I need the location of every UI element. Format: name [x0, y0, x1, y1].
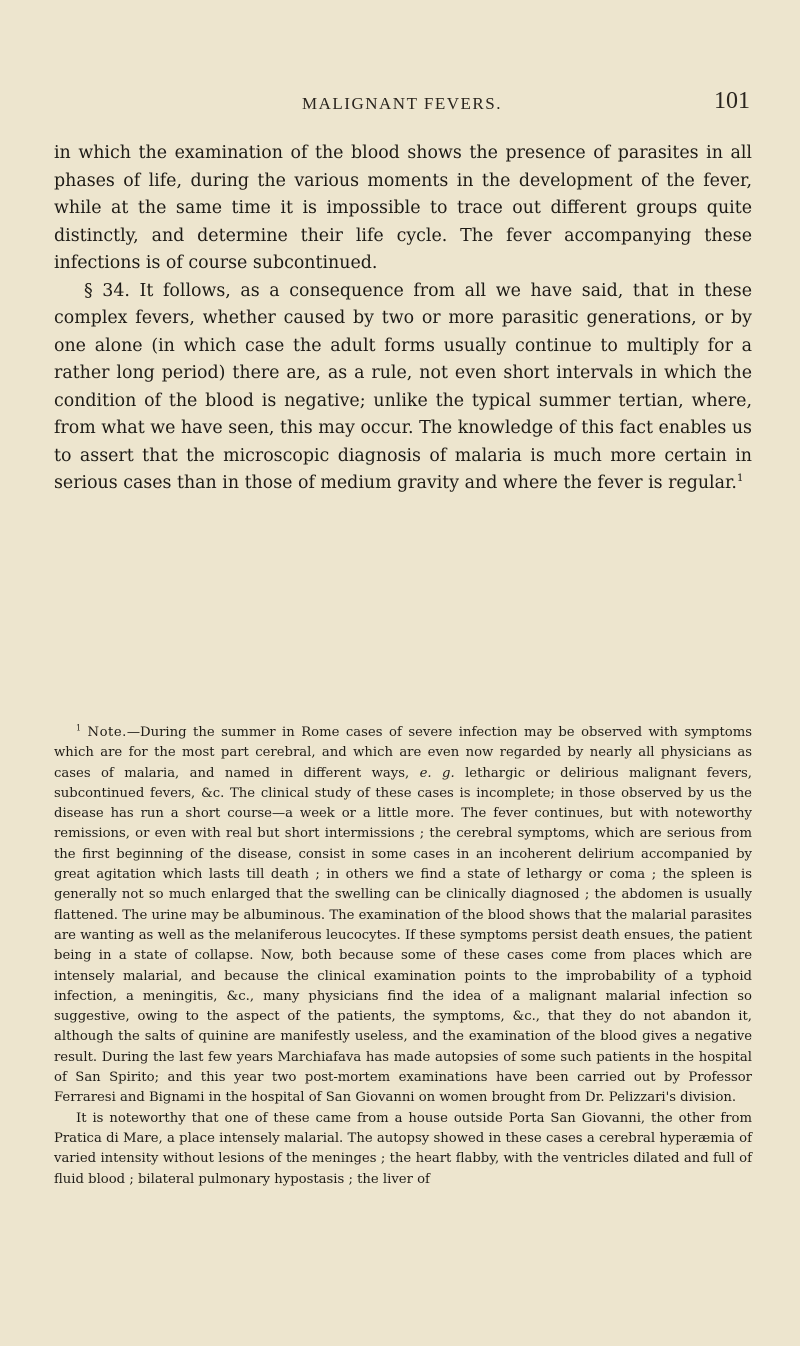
footnote-marker: 1 — [76, 723, 82, 733]
paragraph-2-text: It follows, as a consequence from all we have said, that in these complex fevers, whether caused by two or more parasitic generations, or by one alone (in which case the adult forms usually continue to multiply for a rather long period) there are, as a rule, not even short intervals in which the condition of the blood is negative; unlike the typical summer tertian, where, from what we have seen, this may occur. The knowledge of this fact enables us to assert that the microscopic diagnosis of malaria is much more certain in serious cases than in those of medium gravity and where the fever is regular. — [54, 280, 753, 493]
footnote — [54, 723, 752, 1190]
footnote-eg: e. g. — [419, 765, 455, 781]
running-head: MALIGNANT FEVERS. — [302, 94, 502, 113]
paragraph-2 — [54, 278, 752, 498]
page-number: 101 — [714, 88, 750, 114]
footnote-paragraph-1 — [54, 723, 752, 1109]
main-text — [54, 140, 752, 498]
footnote-text-a: —During the summer in Rome cases of severe infection may be observed with symptoms which are for the most part cerebral, and which are even now regarded by nearly all physicians as cases of malaria, and named in different ways, — [54, 725, 752, 781]
footnote-reference: 1 — [736, 472, 744, 485]
note-label: Note. — [87, 725, 127, 740]
paragraph-1: in which the examination of the blood shows the presence of parasites in all phases of life, during the various moments in the development of the fever, while at the same time it is impossible to trace out different groups quite distinctly, and determine their life cycle. The fever accompanying these infections is of course subcontinued. — [54, 143, 752, 273]
section-mark: § 34. — [84, 280, 130, 301]
page-header — [54, 88, 750, 124]
footnote-text-b: lethargic or delirious malignant fevers, subcontinued fevers, &c. The clinical study of these cases is incomplete; in those observed by us the disease has run a short course—a week or a little more. The fever continues, but with noteworthy remissions, or even with real but short intermissions ; the cerebral symptoms, which are serious from the first beginning of the disease, consist in some cases in an incoherent delirium accompanied by great agitation which lasts till death ; in others we find a state of lethargy or coma ; the spleen is generally not so much enlarged that the swelling can be clinically diagnosed ; the abdomen is usually flattened. The urine may be albuminous. The examination of the blood shows that the malarial parasites are wanting as well as the melaniferous leucocytes. If these symptoms persist death ensues, the patient being in a state of collapse. Now, both because some of these cases come from places which are intensely malarial, and because the clinical examination points to the improbability of a typhoid infection, a meningitis, &c., many physicians find the idea of a malignant malarial infection so suggestive, owing to the aspect of the patients, the symptoms, &c., that they do not abandon it, although the salts of quinine are manifestly useless, and the examination of the blood gives a negative result. During the last few years Marchiafava has made autopsies of some such patients in the hospital of San Spirito; and this year two post-mortem examinations have been carried out by Professor Ferraresi and Bignami in the hospital of San Giovanni on women brought from Dr. Pelizzari's division. — [54, 765, 752, 1106]
footnote-paragraph-2: It is noteworthy that one of these came from a house outside Porta San Giovanni, the other from Pratica di Mare, a place intensely malarial. The autopsy showed in these cases a cerebral hyperæmia of varied intensity without lesions of the meninges ; the heart flabby, with the ventricles dilated and full of fluid blood ; bilateral pulmonary hypostasis ; the liver of — [54, 1110, 752, 1187]
